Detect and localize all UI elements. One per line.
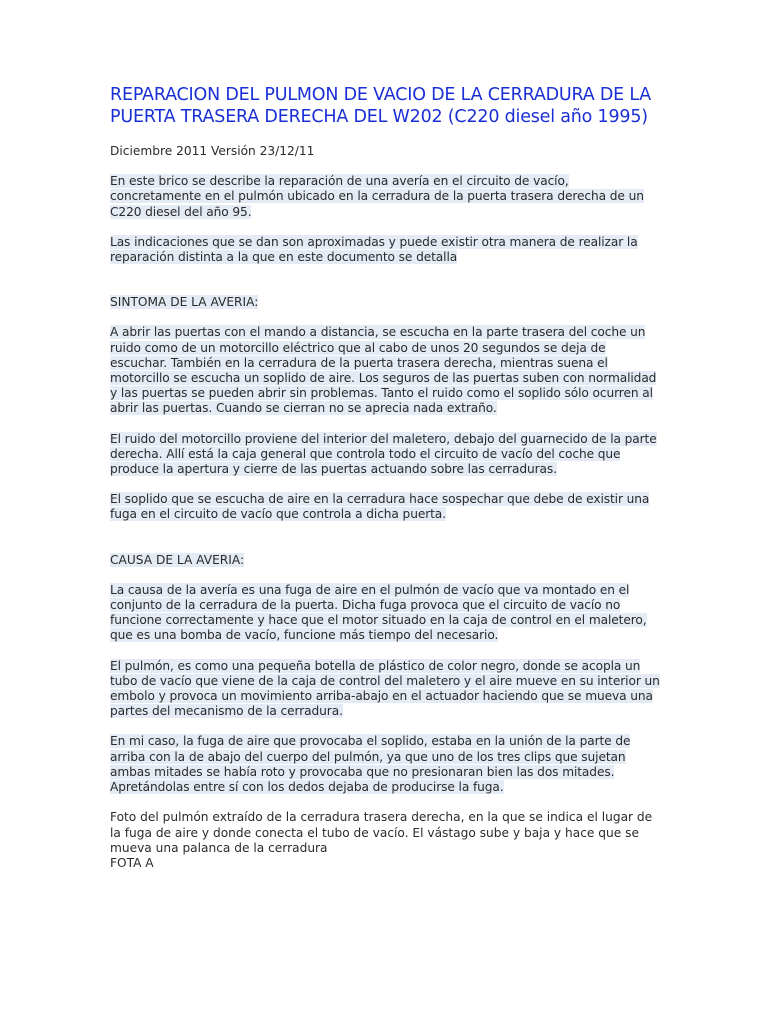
intro-paragraph-1	[110, 174, 660, 220]
document-page	[110, 84, 660, 871]
sintoma-paragraph-3	[110, 492, 660, 522]
causa-text-2: El pulmón, es como una pequeña botella de plástico de color negro, donde se acopla un tubo de vacío que viene de la caja de control del maletero y el aire mueve en su interior un embolo y provoca un movimiento arriba-abajo en el actuador haciendo que se mueva una partes del mecanismo de la cerradura.	[110, 658, 660, 719]
foto-caption-text: Foto del pulmón extraído de la cerradura trasera derecha, en la que se indica el lugar de la fuga de aire y donde conecta el tubo de vacío. El vástago sube y baja y hace que se mueva una palanca de la cerradura	[110, 810, 653, 855]
causa-paragraph-2	[110, 659, 660, 720]
section-heading-causa	[110, 553, 660, 568]
intro-paragraph-2	[110, 235, 660, 265]
causa-paragraph-3	[110, 734, 660, 795]
sintoma-text-2: El ruido del motorcillo proviene del interior del maletero, debajo del guarnecido de la parte derecha. Allí está la caja general que controla todo el circuito de vacío del coche que produce la apertura y cierre de las puertas actuando sobre las cerraduras.	[110, 431, 657, 477]
sintoma-paragraph-1	[110, 325, 660, 416]
date-text: Diciembre 2011 Versión 23/12/11	[110, 144, 315, 158]
intro-text-2: Las indicaciones que se dan son aproximadas y puede existir otra manera de realizar la reparación distinta a la que en este documento se detalla	[110, 234, 638, 265]
heading-sintoma-text: SINTOMA DE LA AVERIA:	[110, 295, 259, 310]
causa-text-3: En mi caso, la fuga de aire que provocaba el soplido, estaba en la unión de la parte de arriba con la de abajo del cuerpo del pulmón, ya que uno de los tres clips que sujetan ambas mitades se había roto y provocaba que no presionaran bien las dos mitades. Apretándolas entre sí con los dedos dejaba de producirse la fuga.	[110, 734, 631, 795]
heading-causa-text: CAUSA DE LA AVERIA:	[110, 552, 245, 567]
foto-caption-paragraph	[110, 810, 660, 871]
sintoma-paragraph-2	[110, 432, 660, 478]
causa-text-1: La causa de la avería es una fuga de aire en el pulmón de vacío que va montado en el conjunto de la cerradura de la puerta. Dicha fuga provoca que el circuito de vacío no funcione correctamente y hace que el motor situado en la caja de control en el maletero, que es una bomba de vacío, funcione más tiempo del necesario.	[110, 582, 647, 643]
foto-label: FOTA A	[110, 855, 154, 870]
causa-paragraph-1	[110, 583, 660, 644]
sintoma-text-3: El soplido que se escucha de aire en la cerradura hace sospechar que debe de existir una fuga en el circuito de vacío que controla a dicha puerta.	[110, 492, 650, 522]
sintoma-text-1: A abrir las puertas con el mando a distancia, se escucha en la parte trasera del coche un ruido como de un motorcillo eléctrico que al cabo de unos 20 segundos se deja de escuchar. También en la cerradura de la puerta trasera derecha, mientras suena el motorcillo se escucha un soplido de aire. Los seguros de las puertas suben con normalidad y las puertas se pueden abrir sin problemas. Tanto el ruido como el soplido sólo ocurren al abrir las puertas. Cuando se cierran no se aprecia nada extraño.	[110, 325, 657, 416]
document-title: REPARACION DEL PULMON DE VACIO DE LA CERRADURA DE LA PUERTA TRASERA DERECHA DEL W202 (C220 diesel año 1995)	[110, 85, 652, 127]
section-heading-sintoma	[110, 295, 660, 310]
date-line	[110, 144, 660, 159]
intro-text-1: En este brico se describe la reparación de una avería en el circuito de vacío, concretamente en el pulmón ubicado en la cerradura de la puerta trasera derecha de un C220 diesel del año 95.	[110, 174, 644, 219]
